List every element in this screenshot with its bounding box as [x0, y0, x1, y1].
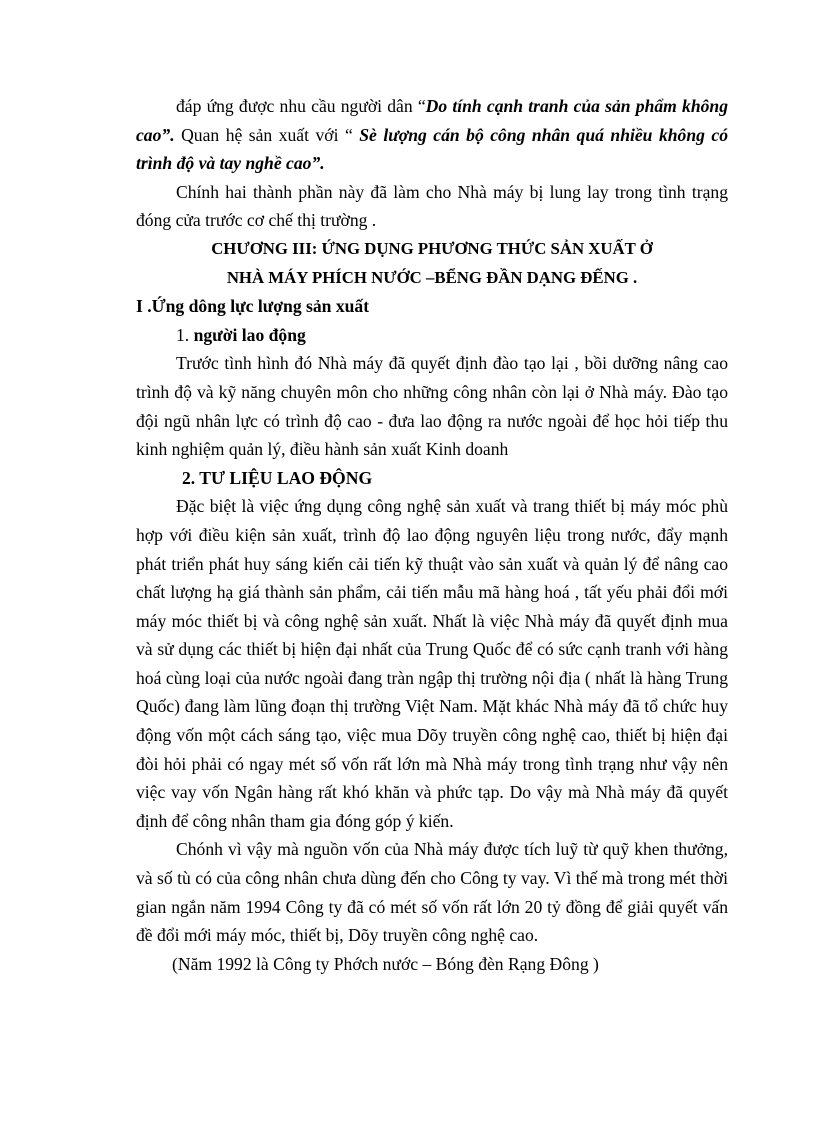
subheading-1-number: 1. [176, 324, 194, 345]
intro-text-c: Quan hệ sản xuất với “ [174, 124, 360, 145]
paragraph-capital: Chónh vì vậy mà nguồn vốn của Nhà máy được tích luỹ từ quỹ khen thưởng, và số tù có của công nhân chưa dùng đến cho Công ty vay. Vì thế mà trong mét thời gian ngắn năm 1994 Công ty đã có mét số vốn rất lớn 20 tỷ đồng để giải quyết vấn đề đổi mới máy móc, thiết bị, Dõy truyền công nghệ cao. [136, 839, 728, 946]
subheading-2: 2. TƯ LIỆU LAO ĐỘNG [182, 467, 373, 488]
document-page [136, 92, 728, 978]
subheading-1-title: người lao động [193, 324, 306, 345]
chapter-title-line-2: NHÀ MÁY PHÍCH NƯỚC –BỂNG ĐẦN DẠNG ĐẾNG . [226, 267, 638, 287]
paragraph-two: Chính hai thành phần này đã làm cho Nhà máy bị lung lay trong tình trạng đóng cửa trước cơ chế thị trường . [136, 181, 728, 231]
subheading-1 [136, 321, 728, 350]
section-heading-1: I .Ứng dông lực lượng sản xuất [136, 296, 370, 317]
paragraph-means-of-labor: Đặc biệt là việc ứng dụng công nghệ sản xuất và trang thiết bị máy móc phù hợp với điều kiện sản xuất, trình độ lao động nguyên liệu trong nước, đẩy mạnh phát triển phát huy sáng kiến cải tiến kỹ thuật vào sản xuất và quản lý để nâng cao chất lượng hạ giá thành sản phẩm, cải tiến mẫu mã hàng hoá , tất yếu phải đổi mới máy móc thiết bị và công nghệ sản xuất. Nhất là việc Nhà máy đã quyết định mua và sử dụng các thiết bị hiện đại nhất của Trung Quốc để có sức cạnh tranh với hàng hoá cùng loại của nước ngoài đang tràn ngập thị trường nội địa ( nhất là hàng Trung Quốc) đang làm lũng đoạn thị trường Việt Nam. Mặt khác Nhà máy đã tổ chức huy động vốn một cách sáng tạo, việc mua Dõy truyền công nghệ cao, thiết bị hiện đại đòi hỏi phải có ngay mét số vốn rất lớn mà Nhà máy trong tình trạng như vậy nên việc vay vốn Ngân hàng rất khó khăn và phức tạp. Do vậy mà Nhà máy đã quyết định để công nhân tham gia đóng góp ý kiến. [136, 496, 728, 831]
intro-paragraph [136, 92, 728, 178]
footnote-company-name: (Năm 1992 là Công ty Phớch nước – Bóng đèn Rạng Đông ) [172, 953, 599, 974]
chapter-title-line-1: CHƯƠNG III: ỨNG DỤNG PHƯƠNG THỨC SẢN XUẤT Ở [211, 238, 653, 258]
paragraph-labor: Trước tình hình đó Nhà máy đã quyết định đào tạo lại , bồi dưỡng nâng cao trình độ và kỹ năng chuyên môn cho những công nhân còn lại ở Nhà máy. Đào tạo đội ngũ nhân lực có trình độ cao - đưa lao động ra nước ngoài để học hỏi tiếp thu kinh nghiệm quản lý, điều hành sản xuất Kinh doanh [136, 353, 728, 460]
intro-text-a: đáp ứng được nhu cầu người dân “ [176, 96, 426, 116]
intro-quote-1: Do tính cạnh tranh của sản phẩm không cao”. [136, 96, 728, 145]
intro-quote-2: Sè lượng cán bộ công nhân quá nhiều không có trình độ và tay nghề cao”. [136, 124, 728, 174]
